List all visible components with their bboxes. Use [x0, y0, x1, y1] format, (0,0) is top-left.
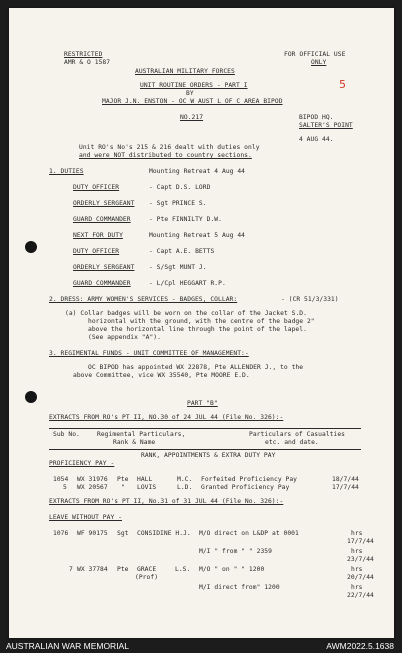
leave-heading: LEAVE WITHOUT PAY - — [49, 514, 122, 521]
dress-ref: - (CR 51/3/331) — [281, 296, 339, 303]
hq-line: BIPOD HQ. — [299, 114, 334, 121]
punch-hole — [25, 241, 37, 253]
hq-location: SALTER'S POINT — [299, 122, 353, 129]
proficiency-heading: PROFICIENCY PAY - — [49, 460, 115, 467]
table-rule — [49, 449, 361, 450]
duty-role: ORDERLY SERGEANT — [73, 264, 135, 271]
duty-role: ORDERLY SERGEANT — [73, 200, 135, 207]
duty-name: - S/Sgt MUNT J. — [149, 264, 207, 271]
row-number: WX 20567 — [77, 484, 108, 491]
duty-name: - Capt A.E. BETTS — [149, 248, 215, 255]
col-header-casualties: Particulars of Casualties — [249, 431, 346, 438]
funds-heading: 3. REGIMENTAL FUNDS - UNIT COMMITTEE OF MANAGEMENT:- — [49, 350, 249, 357]
row-unit: hrs — [351, 530, 363, 537]
col-header-etc: etc. and date. — [265, 439, 319, 446]
row-number: WX 31976 — [77, 476, 108, 483]
row-rank: " — [121, 484, 125, 491]
row-name: LOVIS — [137, 484, 157, 491]
row-sub: 1076 — [53, 530, 69, 537]
dress-heading: 2. DRESS: ARMY WOMEN'S SERVICES - BADGES, COLLAR: — [49, 296, 238, 303]
row-detail: M/O " on " " 1200 — [199, 566, 265, 573]
row-detail: M/O direct on L&DP at 0001 — [199, 530, 299, 537]
row-number: WX 37784 — [77, 566, 108, 573]
dress-para-line: above the horizontal line through the point of the lapel. — [88, 326, 307, 333]
col-header-sub: Sub No. — [53, 431, 80, 438]
row-detail: M/I direct from" 1200 — [199, 584, 280, 591]
row-initials: M.C. — [177, 476, 193, 483]
rank-heading: RANK, APPOINTMENTS & EXTRA DUTY PAY — [141, 452, 276, 459]
row-unit: hrs — [351, 566, 363, 573]
official-use-line2: ONLY — [311, 59, 327, 66]
order-number: NO.217 — [180, 114, 204, 121]
intro-line1: Unit RO's No's 215 & 216 dealt with duties only — [79, 144, 260, 151]
row-initials: L.D. — [177, 484, 193, 491]
handwritten-mark: 5 — [339, 78, 346, 91]
duty-role: DUTY OFFICER — [73, 184, 120, 191]
footer-source: AUSTRALIAN WAR MEMORIAL — [6, 641, 129, 651]
row-date: 22/7/44 — [347, 592, 374, 599]
row-date: 23/7/44 — [347, 556, 374, 563]
row-rank: Pte — [117, 476, 129, 483]
row-number: WF 90175 — [77, 530, 108, 537]
dress-para-line: (See appendix "A"). — [88, 334, 161, 341]
part-b-title: PART "B" — [187, 400, 218, 407]
row-sub: 1054 — [53, 476, 69, 483]
official-use-line1: FOR OFFICIAL USE — [284, 51, 346, 58]
duty-name: - Pte FINNILTY D.W. — [149, 216, 222, 223]
extract-heading-1: EXTRACTS FROM RO's PT II, NO.30 of 24 JUL 44 (File No. 326):- — [49, 414, 284, 421]
row-sub: 7 — [69, 566, 73, 573]
org-title: AUSTRALIAN MILITARY FORCES — [135, 68, 235, 75]
row-name: CONSIDINE H.J. — [137, 530, 191, 537]
duty-role: GUARD COMMANDER — [73, 216, 131, 223]
funds-line: OC BIPOD has appointed WX 22878, Pte ALLENDER J., to the — [88, 364, 304, 371]
row-name: HALL — [137, 476, 153, 483]
duties-day1: Mounting Retreat 4 Aug 44 — [149, 168, 246, 175]
dress-para-line: (a) Collar badges will be worn on the collar of the Jacket S.D. — [65, 310, 307, 317]
row-detail: Granted Proficiency Pay — [201, 484, 290, 491]
duty-name: - L/Cpl HEGGART R.P. — [149, 280, 226, 287]
row-unit: hrs — [351, 584, 363, 591]
document-ref: AMR & O 1587 — [64, 59, 111, 66]
col-header-rank-name: Rank & Name — [113, 439, 156, 446]
row-unit: hrs — [351, 548, 363, 555]
row-rank: Sgt — [117, 530, 129, 537]
row-rank: Pte — [117, 566, 129, 573]
duty-name: - Capt D.S. LORD — [149, 184, 211, 191]
row-prof: (Prof) — [135, 574, 159, 581]
duty-role: GUARD COMMANDER — [73, 280, 131, 287]
duty-role: DUTY OFFICER — [73, 248, 120, 255]
row-name: GRACE — [137, 566, 157, 573]
row-date: 17/7/44 — [347, 538, 374, 545]
classification: RESTRICTED — [64, 51, 103, 58]
footer-accession: AWM2022.5.1638 — [326, 641, 394, 651]
row-detail: Forfeited Proficiency Pay — [201, 476, 298, 483]
dress-para-line: horizontal with the ground, with the centre of the badge 2" — [88, 318, 315, 325]
col-header-particulars: Regimental Particulars, — [97, 431, 186, 438]
row-date: 17/7/44 — [332, 484, 359, 491]
duties-day2: Mounting Retreat 5 Aug 44 — [149, 232, 246, 239]
extract-heading-2: EXTRACTS FROM RO's PT II, No.31 of 31 JUL 44 (File No. 326):- — [49, 498, 284, 505]
document-page — [9, 8, 394, 638]
funds-line: above Committee, vice WX 35540, Pte MOORE E.D. — [73, 372, 250, 379]
row-initials: L.S. — [175, 566, 191, 573]
row-date: 20/7/44 — [347, 574, 374, 581]
row-detail: M/I " from " " 2359 — [199, 548, 272, 555]
table-rule — [49, 428, 361, 429]
next-for-duty: NEXT FOR DUTY — [73, 232, 123, 239]
orders-title: UNIT ROUTINE ORDERS - PART I — [140, 82, 248, 89]
duties-heading: 1. DUTIES — [49, 168, 84, 175]
intro-line2: and were NOT distributed to country sections. — [79, 152, 252, 159]
duty-name: - Sgt PRINCE S. — [149, 200, 207, 207]
row-date: 18/7/44 — [332, 476, 359, 483]
by-line: BY — [186, 90, 194, 97]
punch-hole — [25, 391, 37, 403]
order-date: 4 AUG 44. — [299, 136, 334, 143]
officer-line: MAJOR J.N. ENSTON - OC W AUST L OF C AREA BIPOD — [102, 98, 283, 105]
row-sub: 5 — [63, 484, 67, 491]
